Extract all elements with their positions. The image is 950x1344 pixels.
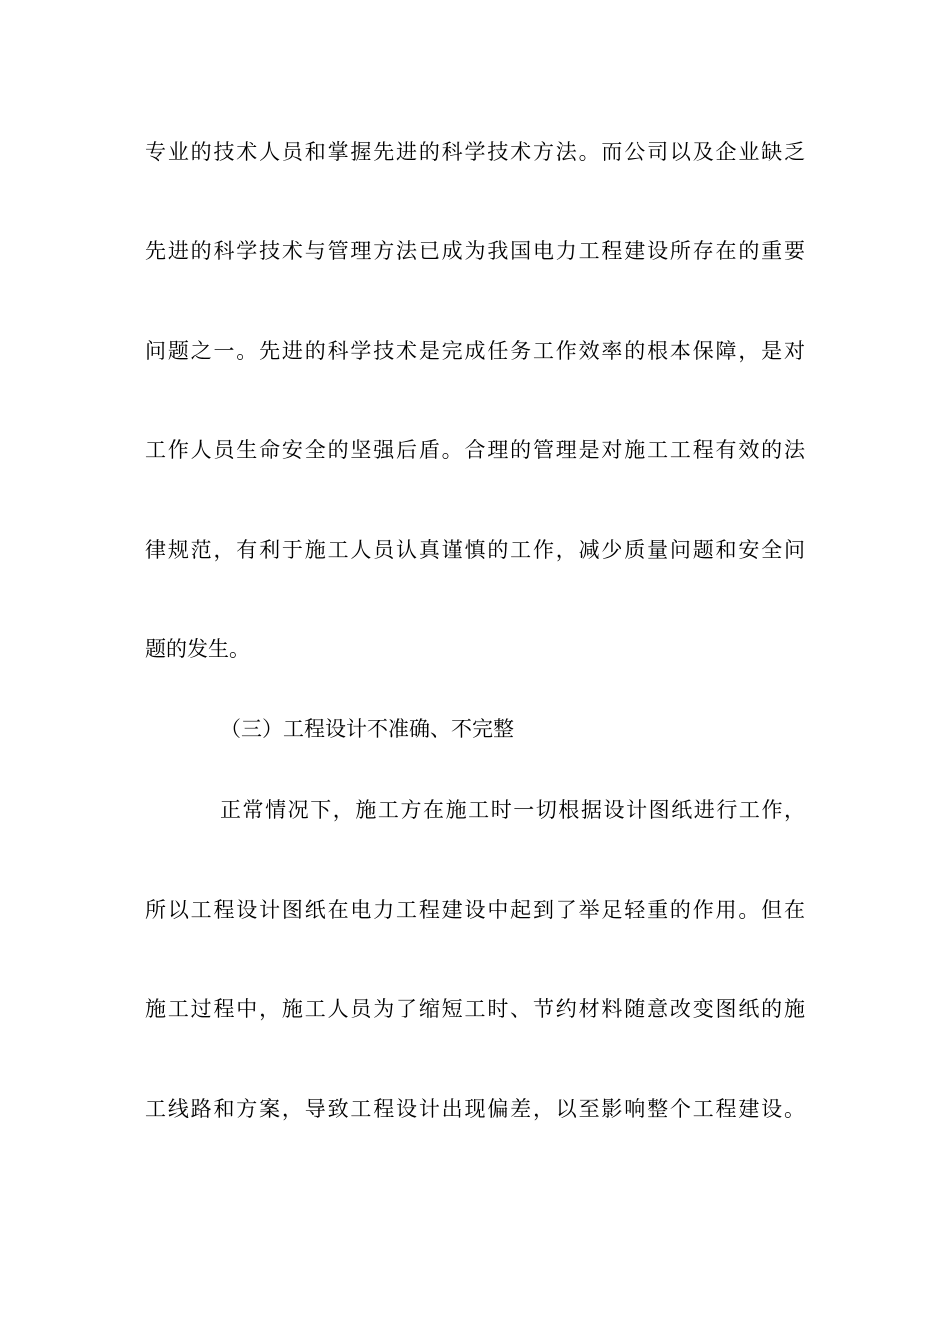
paragraph-1-line-2: 先进的科学技术与管理方法已成为我国电力工程建设所存在的重要	[145, 239, 805, 263]
paragraph-2-line-4: 工线路和方案，导致工程设计出现偏差，以至影响整个工程建设。	[145, 1097, 805, 1121]
paragraph-2-line-3: 施工过程中，施工人员为了缩短工时、节约材料随意改变图纸的施	[145, 997, 805, 1021]
paragraph-1-line-5: 律规范，有利于施工人员认真谨慎的工作，减少质量问题和安全问	[145, 538, 805, 562]
paragraph-2-line-1: 正常情况下，施工方在施工时一切根据设计图纸进行工作，	[220, 798, 805, 822]
paragraph-1-line-3: 问题之一。先进的科学技术是完成任务工作效率的根本保障，是对	[145, 339, 805, 363]
paragraph-2-line-2: 所以工程设计图纸在电力工程建设中起到了举足轻重的作用。但在	[145, 898, 805, 922]
paragraph-1-line-1: 专业的技术人员和掌握先进的科学技术方法。而公司以及企业缺乏	[145, 140, 805, 164]
paragraph-1-line-4: 工作人员生命安全的坚强后盾。合理的管理是对施工工程有效的法	[145, 438, 805, 462]
section-heading: （三）工程设计不准确、不完整	[220, 717, 514, 741]
paragraph-1-line-6: 题的发生。	[145, 637, 250, 661]
